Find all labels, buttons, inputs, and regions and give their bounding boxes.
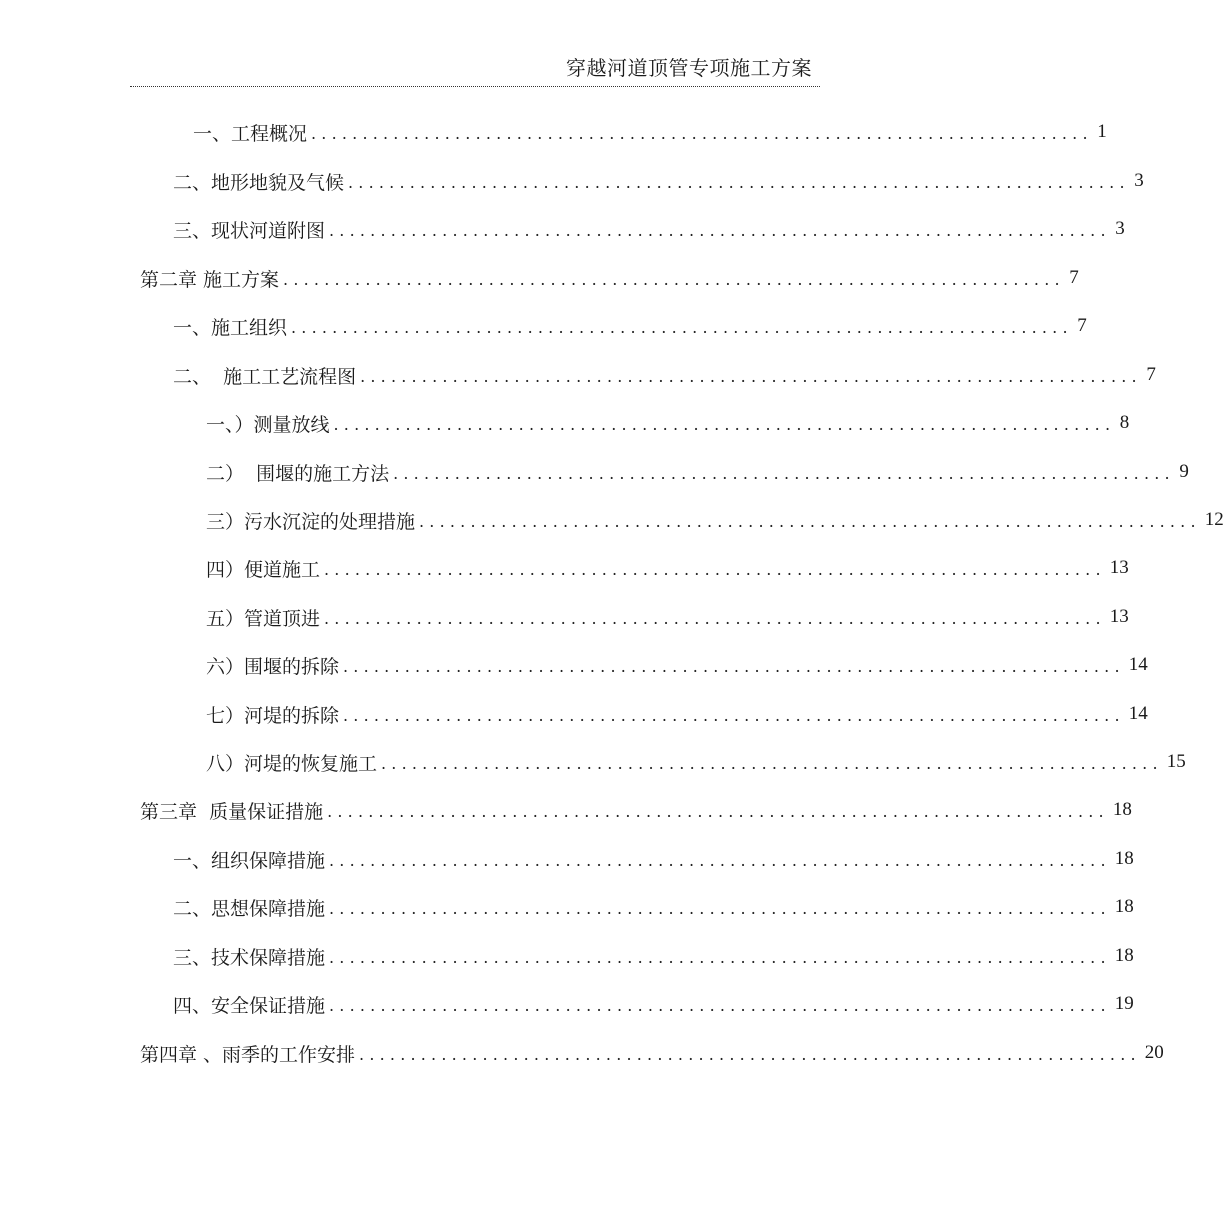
toc-dot-leader: ............................................................................ — [360, 366, 1142, 386]
toc-entry-label: 一、施工组织 — [173, 316, 288, 339]
toc-dot-leader: ............................................................................ — [359, 1044, 1141, 1064]
toc-page-number: 15 — [1166, 751, 1186, 772]
toc-page-number: 20 — [1144, 1042, 1164, 1063]
toc-dot-leader: ............................................................................ — [343, 705, 1125, 725]
toc-entry[interactable] — [206, 408, 1130, 438]
toc-entry[interactable] — [140, 263, 1079, 293]
toc-page-number: 14 — [1128, 703, 1148, 724]
toc-dot-leader: ............................................................................ — [343, 656, 1125, 676]
toc-dot-leader: ............................................................................ — [329, 947, 1111, 967]
toc-entry[interactable] — [206, 602, 1129, 632]
toc-entry[interactable] — [173, 360, 1156, 390]
toc-entry[interactable] — [206, 457, 1189, 487]
toc-entry-label: 三、现状河道附图 — [173, 219, 326, 242]
toc-dot-leader: ............................................................................ — [348, 172, 1130, 192]
header-divider — [130, 86, 820, 87]
toc-entry-label: 二、地形地貌及气候 — [173, 171, 345, 194]
toc-page-number: 3 — [1115, 218, 1125, 239]
toc-entry-label: 三）污水沉淀的处理措施 — [206, 510, 416, 533]
toc-dot-leader: ............................................................................ — [329, 995, 1111, 1015]
toc-entry[interactable] — [173, 941, 1134, 971]
toc-dot-leader: ............................................................................ — [327, 801, 1109, 821]
toc-dot-leader: ............................................................................ — [291, 317, 1073, 337]
toc-entry-label: 一、）测量放线 — [206, 413, 330, 436]
toc-page-number: 8 — [1119, 412, 1130, 433]
toc-entry-label: 五）管道顶进 — [206, 607, 321, 630]
toc-entry[interactable] — [173, 214, 1125, 244]
toc-entry[interactable] — [140, 795, 1132, 825]
toc-dot-leader: ............................................................................ — [324, 608, 1106, 628]
toc-entry-label: 七）河堤的拆除 — [206, 704, 340, 727]
toc-page-number: 7 — [1146, 364, 1156, 385]
toc-dot-leader: ............................................................................ — [333, 414, 1116, 434]
toc-entry-label: 八）河堤的恢复施工 — [206, 752, 378, 775]
toc-entry[interactable] — [173, 989, 1134, 1019]
toc-page-number: 18 — [1114, 945, 1134, 966]
toc-entry[interactable] — [206, 553, 1129, 583]
toc-page-number: 7 — [1077, 315, 1087, 336]
toc-entry[interactable] — [173, 844, 1134, 874]
toc-page-number: 18 — [1112, 799, 1132, 820]
toc-page-number: 7 — [1069, 267, 1079, 288]
toc-entry-label: 二） 围堰的施工方法 — [206, 462, 390, 485]
toc-entry-label: 一、组织保障措施 — [173, 849, 326, 872]
toc-page-number: 1 — [1097, 121, 1107, 142]
header-title: 穿越河道顶管专项施工方案 — [566, 56, 812, 80]
toc-entry-label: 三、技术保障措施 — [173, 946, 326, 969]
toc-entry-label: 四）便道施工 — [206, 558, 321, 581]
toc-entry-label: 一、工程概况 — [193, 122, 308, 145]
toc-entry-label: 二、思想保障措施 — [173, 897, 326, 920]
toc-entry[interactable] — [193, 117, 1107, 147]
toc-entry[interactable] — [173, 892, 1134, 922]
toc-page-number: 14 — [1128, 654, 1148, 675]
toc-entry-label: 四、安全保证措施 — [173, 994, 326, 1017]
toc-page-number: 18 — [1114, 896, 1134, 917]
toc-entry-label: 第二章 施工方案 — [140, 268, 280, 291]
toc-entry[interactable] — [173, 166, 1144, 196]
toc-dot-leader: ............................................................................ — [324, 559, 1106, 579]
toc-page-number: 18 — [1114, 848, 1134, 869]
toc-page-number: 3 — [1134, 170, 1144, 191]
toc-dot-leader: ............................................................................ — [283, 269, 1065, 289]
toc-entry-label: 六）围堰的拆除 — [206, 655, 340, 678]
toc-entry-label: 二、 施工工艺流程图 — [173, 365, 357, 388]
toc-entry[interactable] — [140, 1038, 1164, 1068]
toc-entry[interactable] — [206, 747, 1186, 777]
toc-entry[interactable] — [206, 505, 1224, 535]
toc-entry-label: 第四章 、雨季的工作安排 — [140, 1043, 356, 1066]
toc-entry[interactable] — [206, 699, 1148, 729]
toc-dot-leader: ............................................................................ — [311, 123, 1093, 143]
toc-page-number: 13 — [1109, 557, 1129, 578]
toc-entry[interactable] — [206, 650, 1148, 680]
toc-dot-leader: ............................................................................ — [329, 220, 1111, 240]
toc-page-number: 19 — [1114, 993, 1134, 1014]
toc-dot-leader: ............................................................................ — [329, 850, 1111, 870]
toc-dot-leader: ............................................................................ — [419, 511, 1201, 531]
toc-page-number: 9 — [1179, 461, 1189, 482]
toc-page-number: 12 — [1204, 509, 1224, 530]
toc-entry-label: 第三章 质量保证措施 — [140, 800, 324, 823]
toc-entry[interactable] — [173, 311, 1087, 341]
toc-dot-leader: ............................................................................ — [329, 898, 1111, 918]
toc-page-number: 13 — [1109, 606, 1129, 627]
toc-dot-leader: ............................................................................ — [393, 463, 1175, 483]
toc-dot-leader: ............................................................................ — [381, 753, 1163, 773]
